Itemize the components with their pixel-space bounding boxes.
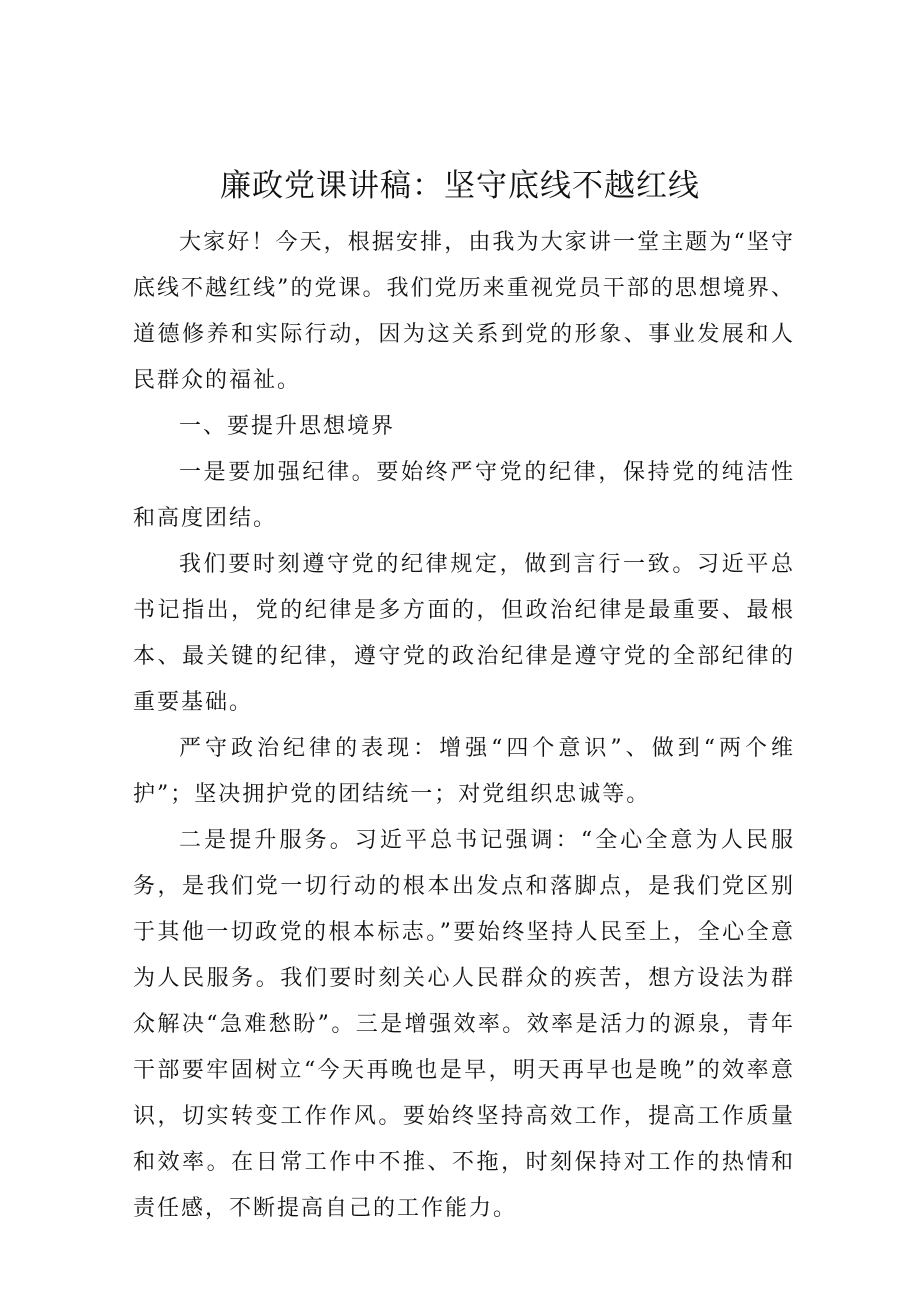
body-paragraph: 一是要加强纪律。要始终严守党的纪律，保持党的纯洁性和高度团结。 [133, 460, 795, 531]
document-title: 廉政党课讲稿：坚守底线不越红线 [220, 168, 700, 204]
body-paragraph: 二是提升服务。习近平总书记强调：“全心全意为人民服务，是我们党一切行动的根本出发点和落脚点，是我们党区别于其他一切政党的根本标志。”要始终坚持人民至上，全心全意为人民服务。我们要时刻关心人民群众的疾苦，想方设法为群众解决“急难愁盼”。三是增强效率。效率是活力的源泉，青年干部要牢固树立“今天再晚也是早，明天再早也是晚”的效率意识，切实转变工作作风。要始终坚持高效工作，提高工作质量和效率。在日常工作中不推、不拖，时刻保持对工作的热情和责任感，不断提高自己的工作能力。 [133, 828, 795, 1221]
section-heading: 一、要提升思想境界 [179, 414, 396, 439]
intro-paragraph: 大家好！今天，根据安排，由我为大家讲一堂主题为“坚守底线不越红线”的党课。我们党历来重视党员干部的思想境界、道德修养和实际行动，因为这关系到党的形象、事业发展和人民群众的福祉。 [133, 230, 795, 393]
document-body [133, 220, 795, 1232]
body-paragraph: 严守政治纪律的表现：增强“四个意识”、做到“两个维护”；坚决拥护党的团结统一；对党组织忠诚等。 [133, 736, 795, 807]
body-paragraph: 我们要时刻遵守党的纪律规定，做到言行一致。习近平总书记指出，党的纪律是多方面的，但政治纪律是最重要、最根本、最关键的纪律，遵守党的政治纪律是遵守党的全部纪律的重要基础。 [133, 552, 795, 715]
